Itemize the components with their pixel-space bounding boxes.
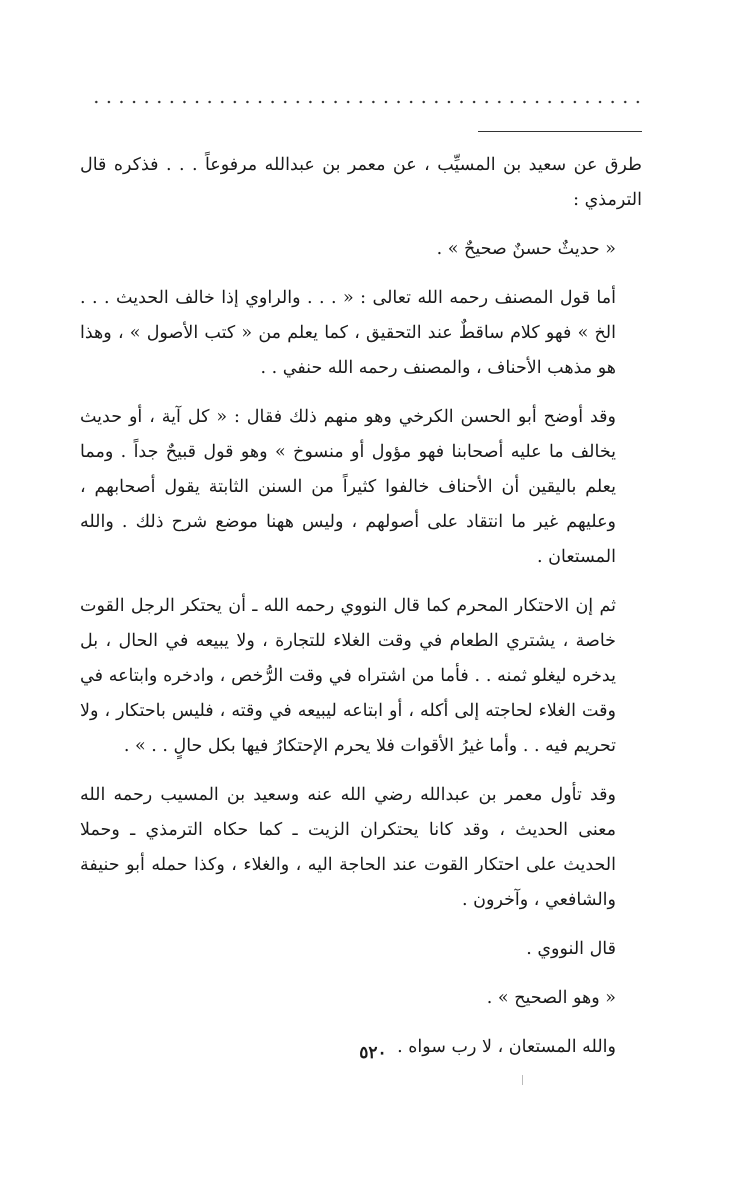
scan-mark	[522, 1075, 523, 1085]
page-text	[80, 148, 642, 1065]
paragraph-7: قال النووي .	[526, 939, 616, 959]
page-number: ٥٢٠	[359, 1043, 387, 1063]
paragraph-5: ثم إن الاحتكار المحرم كما قال النووي رحمه الله ـ أن يحتكر الرجل القوت خاصة ، يشتري الطعام في وقت الغلاء للتجارة ، ولا يبيعه في الحال ، بل يدخره ليغلو ثمنه . . فأما من اشتراه في وقت الرُّخص ، وادخره وابتاعه في وقت الغلاء لحاجته إلى أكله ، أو ابتاعه ليبيعه في وقته ، فليس باحتكار ، ولا تحريم فيه . . وأما غيرُ الأقوات فلا يحرم الإحتكارُ فيها بكل حالٍ . . » .	[80, 596, 616, 756]
dotted-separator	[88, 97, 648, 107]
paragraph-4: وقد أوضح أبو الحسن الكرخي وهو منهم ذلك فقال : « كل آية ، أو حديث يخالف ما عليه أصحابنا فهو مؤول أو منسوخ » وهو قول قبيحٌ جداً . ومما يعلم باليقين أن الأحناف خالفوا كثيراً من السنن الثابتة يقول أصحابهم ، وعليهم غير ما انتقاد على أصولهم ، وليس ههنا موضع شرح ذلك . والله المستعان .	[80, 407, 616, 567]
paragraph-6: وقد تأول معمر بن عبدالله رضي الله عنه وسعيد بن المسيب رحمه الله معنى الحديث ، وقد كانا يحتكران الزيت ـ كما حكاه الترمذي ـ وحملا الحديث على احتكار القوت عند الحاجة اليه ، والغلاء ، وكذا حمله أبو حنيفة والشافعي ، وآخرون .	[80, 785, 616, 910]
paragraph-8: « وهو الصحيح » .	[486, 988, 616, 1008]
footnote-rule	[478, 131, 642, 132]
paragraph-2: « حديثٌ حسنٌ صحيحٌ » .	[436, 239, 616, 259]
paragraph-9: والله المستعان ، لا رب سواه .	[397, 1037, 616, 1057]
paragraph-3: أما قول المصنف رحمه الله تعالى : « . . . والراوي إذا خالف الحديث . . . الخ » فهو كلام ساقطٌ عند التحقيق ، كما يعلم من « كتب الأصول » ، وهذا هو مذهب الأحناف ، والمصنف رحمه الله حنفي . .	[80, 288, 616, 378]
paragraph-1: طرق عن سعيد بن المسيِّب ، عن معمر بن عبدالله مرفوعاً . . . فذكره قال الترمذي :	[80, 155, 642, 210]
